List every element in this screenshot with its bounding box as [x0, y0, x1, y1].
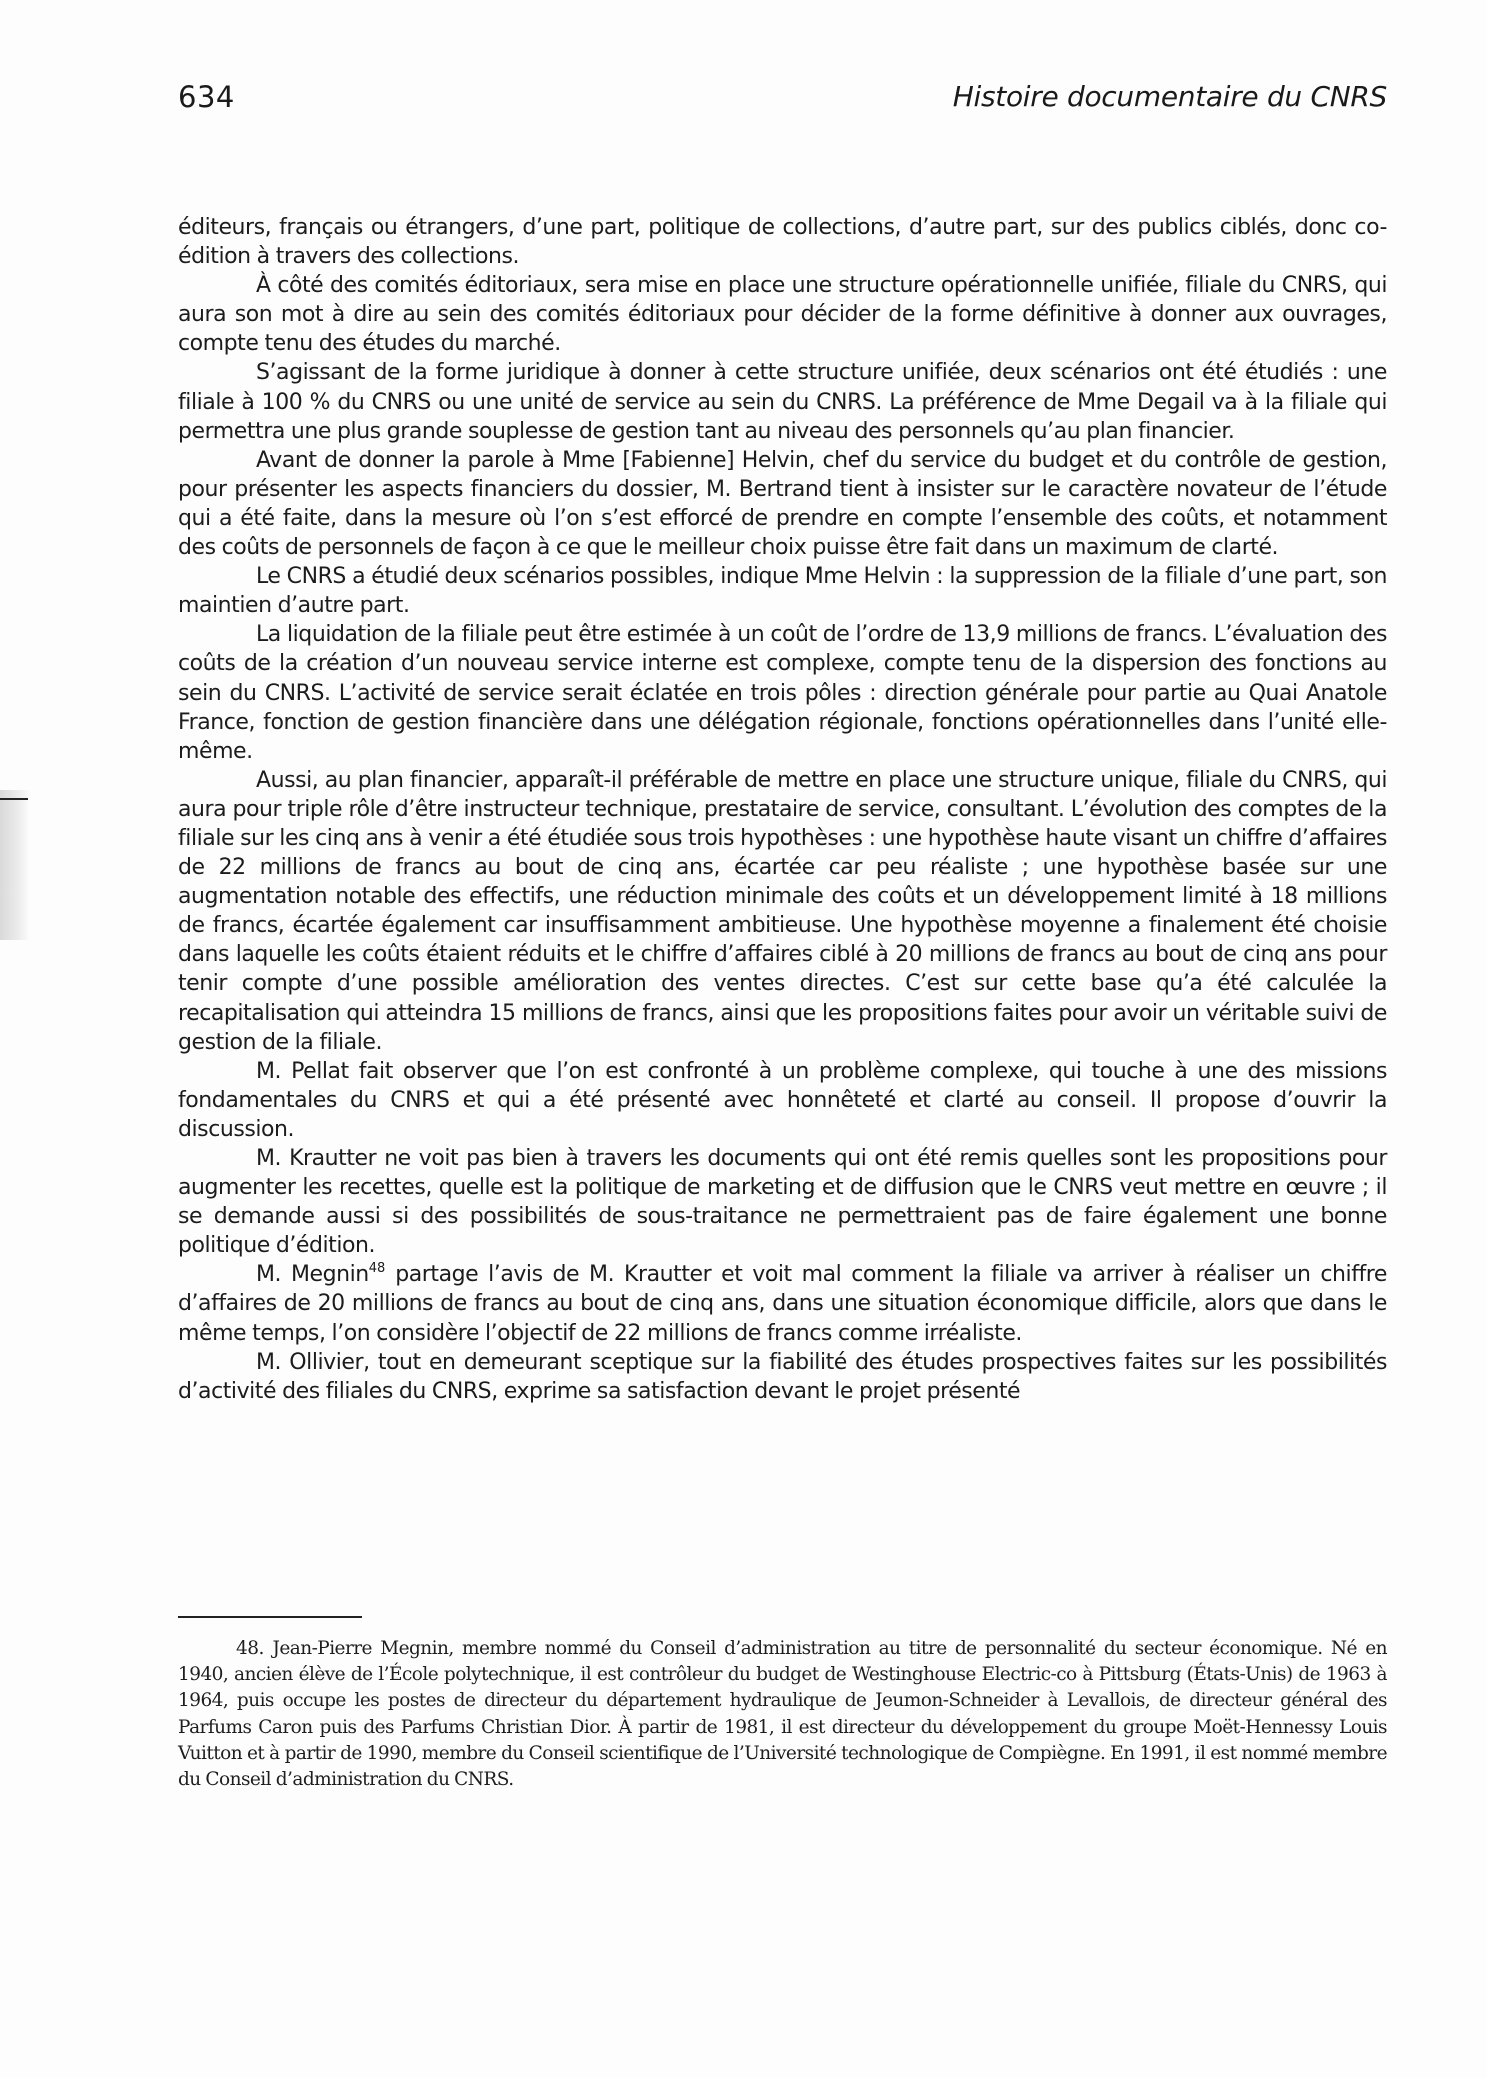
paragraph: M. Ollivier, tout en demeurant sceptique sur la fiabilité des études prospectives faites sur les possibilités d’activité des filiales du CNRS, exprime sa satisfaction devant le projet présenté [178, 1349, 1387, 1404]
paragraph: M. Krautter ne voit pas bien à travers les documents qui ont été remis quelles sont les propositions pour augmenter les recettes, quelle est la politique de marketing et de diffusion que le CNRS veut mettre en œuvre ; il se demande aussi si des possibilités de sous-traitance ne permettraient pas de faire également une bonne politique d’édition. [178, 1146, 1387, 1259]
footnote [178, 1636, 1387, 1793]
footnote-reference[interactable]: 48 [368, 1261, 386, 1277]
paragraph: À côté des comités éditoriaux, sera mise en place une structure opérationnelle unifiée, filiale du CNRS, qui aura son mot à dire au sein des comités éditoriaux pour décider de la forme définitive à donner aux ouvrages, compte tenu des études du marché. [178, 273, 1387, 357]
running-title: Histoire documentaire du CNRS [952, 80, 1387, 113]
paragraph: Le CNRS a étudié deux scénarios possibles, indique Mme Helvin : la suppression de la filiale d’une part, son maintien d’autre part. [178, 564, 1387, 619]
scan-edge-mark [0, 798, 28, 800]
body-text [178, 213, 1387, 1406]
footnote-separator [178, 1616, 362, 1618]
paragraph-text: M. Megnin [256, 1262, 369, 1288]
footnote-number: 48. [236, 1638, 264, 1659]
paragraph: éditeurs, français ou étrangers, d’une part, politique de collections, d’autre part, sur des publics ciblés, donc co-édition à travers des collections. [178, 215, 1387, 270]
paragraph: Avant de donner la parole à Mme [Fabienne] Helvin, chef du service du budget et du contrôle de gestion, pour présenter les aspects financiers du dossier, M. Bertrand tient à insister sur le caractère novateur de l’étude qui a été faite, dans la mesure où l’on s’est efforcé de prendre en compte l’ensemble des coûts, et notamment des coûts de personnels de façon à ce que le meilleur choix puisse être fait dans un maximum de clarté. [178, 447, 1387, 561]
paragraph-text: partage l’avis de M. Krautter et voit mal comment la filiale va arriver à réaliser un chiffre d’affaires de 20 millions de francs au bout de cinq ans, dans une situation économique difficile, alors que dans le même temps, l’on considère l’objectif de 22 millions de francs comme irréaliste. [178, 1262, 1387, 1346]
footnote-text: Jean-Pierre Megnin, membre nommé du Conseil d’administration au titre de personnalité du secteur économique. Né en 1940, ancien élève de l’École polytechnique, il est contrôleur du budget de Westinghouse Electric-co à Pittsburg (États-Unis) de 1963 à 1964, puis occupe les postes de directeur du département hydraulique de Jeumon-Schneider à Levallois, de directeur général des Parfums Caron puis des Parfums Christian Dior. À partir de 1981, il est directeur du développement du groupe Moët-Hennessy Louis Vuitton et à partir de 1990, membre du Conseil scientifique de l’Université technologique de Compiègne. En 1991, il est nommé membre du Conseil d’administration du CNRS. [178, 1638, 1387, 1791]
paragraph: M. Pellat fait observer que l’on est confronté à un problème complexe, qui touche à une des missions fondamentales du CNRS et qui a été présenté avec honnêteté et clarté au conseil. Il propose d’ouvrir la discussion. [178, 1058, 1387, 1142]
running-header [178, 80, 1387, 116]
page-number: 634 [178, 80, 235, 114]
footnotes [178, 1636, 1387, 1793]
scan-edge-shadow [0, 790, 30, 940]
paragraph: Aussi, au plan financier, apparaît-il préférable de mettre en place une structure unique, filiale du CNRS, qui aura pour triple rôle d’être instructeur technique, prestataire de service, consultant. L’évolution des comptes de la filiale sur les cinq ans à venir a été étudiée sous trois hypothèses : une hypothèse haute visant un chiffre d’affaires de 22 millions de francs au bout de cinq ans, écartée car peu réaliste ; une hypothèse basée sur une augmentation notable des effectifs, une réduction minimale des coûts et un développement limité à 18 millions de francs, écartée également car insuffisamment ambitieuse. Une hypothèse moyenne a finalement été choisie dans laquelle les coûts étaient réduits et le chiffre d’affaires ciblé à 20 millions de francs au bout de cinq ans pour tenir compte d’une possible amélioration des ventes directes. C’est sur cette base qu’a été calculée la recapitalisation qui atteindra 15 millions de francs, ainsi que les propositions faites pour avoir un véritable suivi de gestion de la filiale. [178, 767, 1387, 1055]
paragraph: La liquidation de la filiale peut être estimée à un coût de l’ordre de 13,9 millions de francs. L’évaluation des coûts de la création d’un nouveau service interne est complexe, compte tenu de la dispersion des fonctions au sein du CNRS. L’activité de service serait éclatée en trois pôles : direction générale pour partie au Quai Anatole France, fonction de gestion financière dans une délégation régionale, fonctions opérationnelles dans l’unité elle-même. [178, 622, 1387, 764]
paragraph: S’agissant de la forme juridique à donner à cette structure unifiée, deux scénarios ont été étudiés : une filiale à 100 % du CNRS ou une unité de service au sein du CNRS. La préférence de Mme Degail va à la filiale qui permettra une plus grande souplesse de gestion tant au niveau des personnels qu’au plan financier. [178, 360, 1387, 444]
paragraph-megnin [178, 1260, 1387, 1347]
